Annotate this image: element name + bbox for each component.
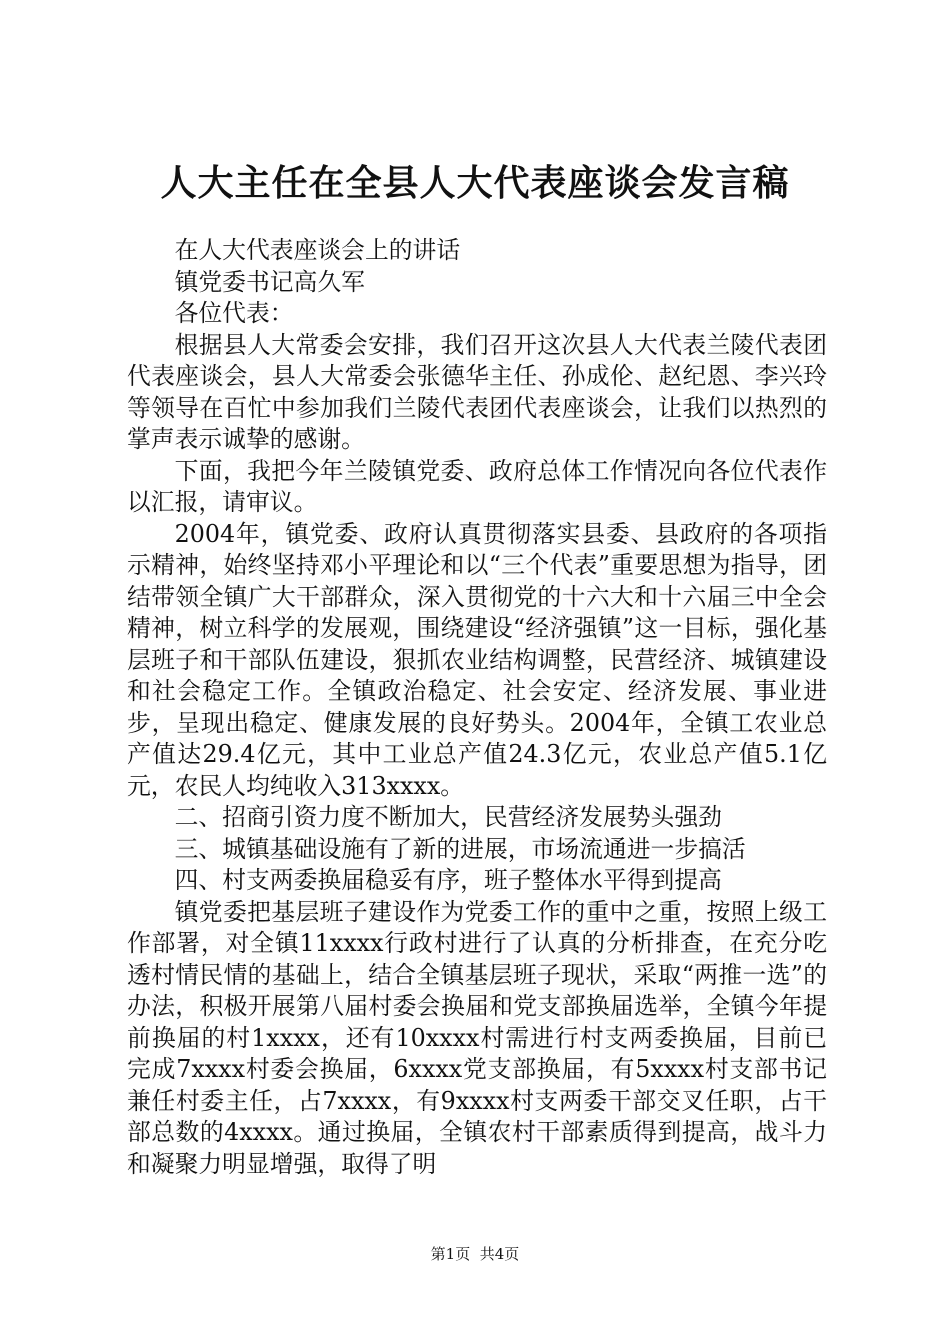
body-paragraph: 根据县人大常委会安排，我们召开这次县人大代表兰陵代表团代表座谈会，县人大常委会张德华主任、孙成伦、赵纪恩、李兴玲等领导在百忙中参加我们兰陵代表团代表座谈会，让我们以热烈的掌声表示诚挚的感谢。 <box>127 330 827 453</box>
body-paragraph: 下面，我把今年兰陵镇党委、政府总体工作情况向各位代表作以汇报，请审议。 <box>127 456 827 516</box>
section-heading: 二、招商引资力度不断加大，民营经济发展势头强劲 <box>174 803 722 831</box>
section-heading: 三、城镇基础设施有了新的进展，市场流通进一步搞活 <box>174 834 746 863</box>
salutation: 各位代表： <box>174 299 294 327</box>
body-paragraph: 镇党委把基层班子建设作为党委工作的重中之重，按照上级工作部署，对全镇11xxxx行政村进行了认真的分析排查，在充分吃透村情民情的基础上，结合全镇基层班子现状，采取“两推一选”的办法，积极开展第八届村委会换届和党支部换届选举，全镇今年提前换届的村1xxxx，还有10xxxx村需进行村支两委换届，目前已完成7xxxx村委会换届，6xxxx党支部换届，有5xxxx村支部书记兼任村委主任，占7xxxx，有9xxxx村支两委干部交叉任职，占干部总数的4xxxx。通过换届，全镇农村干部素质得到提高，战斗力和凝聚力明显增强，取得了明 <box>127 897 827 1178</box>
speech-heading: 在人大代表座谈会上的讲话 <box>174 236 461 264</box>
page-number: 第1页 <box>430 1245 471 1263</box>
document-title: 人大主任在全县人大代表座谈会发言稿 <box>160 162 790 204</box>
speaker-line: 镇党委书记高久军 <box>174 267 365 296</box>
document-body <box>127 235 827 1180</box>
page-total: 共4页 <box>479 1245 520 1263</box>
body-paragraph: 2004年，镇党委、政府认真贯彻落实县委、县政府的各项指示精神，始终坚持邓小平理论和以“三个代表”重要思想为指导，团结带领全镇广大干部群众，深入贯彻党的十六大和十六届三中全会精神，树立科学的发展观，围绕建设“经济强镇”这一目标，强化基层班子和干部队伍建设，狠抓农业结构调整，民营经济、城镇建设和社会稳定工作。全镇政治稳定、社会安定、经济发展、事业进步，呈现出稳定、健康发展的良好势头。2004年，全镇工农业总产值达29.4亿元，其中工业总产值24.3亿元，农业总产值5.1亿元，农民人均纯收入313xxxx。 <box>127 519 827 800</box>
section-heading: 四、村支两委换届稳妥有序，班子整体水平得到提高 <box>174 866 722 894</box>
page-footer <box>0 1244 950 1264</box>
